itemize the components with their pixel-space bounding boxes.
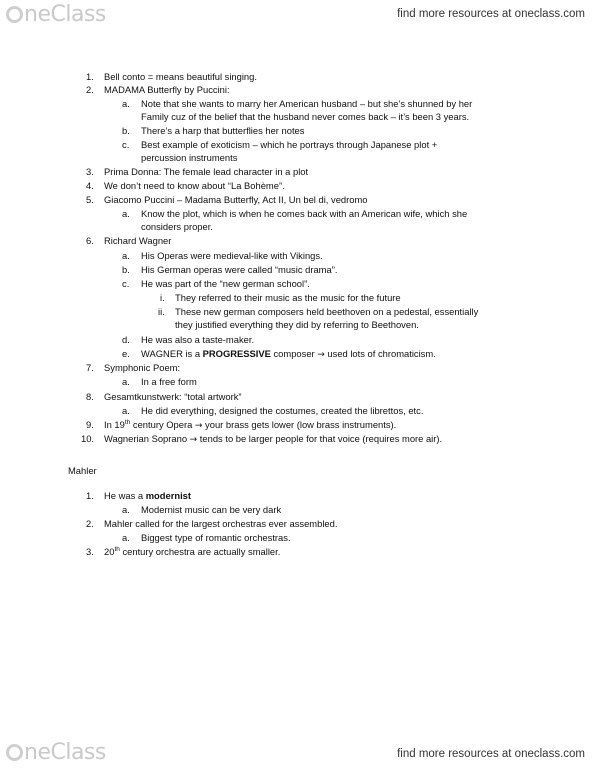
list-item: In a free form [141, 376, 197, 387]
list-letter: a. [122, 208, 130, 219]
superscript: th [114, 546, 120, 553]
list-item: These new german composers held beethoven on a pedestal, essentially [175, 306, 479, 317]
text-run: your brass gets lower (low brass instruments). [202, 419, 397, 430]
list-item: Symphonic Poem: [104, 362, 181, 373]
list-number: 7. [86, 362, 94, 373]
list-item-continued: they justified everything they did by referring to Beethoven. [175, 319, 419, 330]
list-number: 1. [86, 71, 94, 82]
list-item: There’s a harp that butterflies her notes [141, 125, 305, 136]
list-item: Giacomo Puccini – Madama Butterfly, Act II, Un bel di, vedromo [104, 194, 368, 205]
page-footer [0, 736, 595, 770]
list-number: 9. [86, 419, 94, 430]
list-item: His Operas were medieval-like with Vikings. [141, 250, 323, 261]
list-roman: i. [160, 292, 165, 303]
list-item: Gesamtkunstwerk: “total artwork” [104, 391, 242, 402]
list-letter: b. [122, 125, 130, 136]
bold-term: PROGRESSIVE [202, 348, 271, 359]
list-item [104, 490, 191, 503]
list-letter: d. [122, 334, 130, 345]
list-letter: a. [122, 376, 130, 387]
list-item [104, 546, 280, 559]
list-letter: a. [122, 532, 130, 543]
list-letter: a. [122, 504, 130, 515]
text-run: In 19 [104, 419, 125, 430]
list-item: His German operas were called “music drama”. [141, 264, 338, 275]
list-item: Prima Donna: The female lead character in a plot [104, 166, 309, 177]
resources-link[interactable]: find more resources at oneclass.com [397, 748, 585, 760]
logo-ring-icon [6, 744, 23, 761]
text-run: 20 [104, 546, 115, 557]
logo-text: neClass [24, 740, 106, 765]
right-arrow-icon: → [189, 435, 198, 445]
oneclass-logo[interactable] [6, 740, 106, 765]
right-arrow-icon: → [317, 350, 325, 360]
list-letter: b. [122, 264, 130, 275]
list-number: 5. [86, 194, 94, 205]
list-number: 3. [86, 166, 94, 177]
bold-term: modernist [145, 490, 192, 501]
list-number: 6. [86, 235, 94, 246]
text-run: Wagnerian Soprano [104, 433, 190, 444]
list-number: 1. [86, 490, 94, 501]
text-run: century orchestra are actually smaller. [119, 546, 281, 557]
list-item: Know the plot, which is when he comes back with an American wife, which she [141, 208, 468, 219]
list-item-continued: percussion instruments [141, 152, 238, 163]
list-number: 2. [86, 84, 94, 95]
list-roman: ii. [158, 306, 165, 317]
list-item [141, 348, 436, 362]
list-number: 2. [86, 518, 94, 529]
right-arrow-icon: → [194, 421, 203, 431]
text-run: century Opera [130, 419, 195, 430]
list-letter: a. [122, 98, 130, 109]
text-run: composer [270, 348, 318, 359]
list-item: Biggest type of romantic orchestras. [141, 532, 291, 543]
list-item: Best example of exoticism – which he portrays through Japanese plot + [141, 139, 438, 150]
list-item: They referred to their music as the music for the future [175, 292, 401, 303]
list-letter: c. [122, 139, 130, 150]
list-letter: a. [122, 405, 130, 416]
oneclass-logo[interactable] [6, 2, 106, 27]
list-item-continued: Family cuz of the belief that the husband never comes back – it’s been 3 years. [141, 111, 470, 122]
list-item: Note that she wants to marry her American husband – but she’s shunned by her [141, 98, 473, 109]
list-item: He did everything, designed the costumes, created the librettos, etc. [141, 405, 424, 416]
list-letter: a. [122, 250, 130, 261]
list-item: Richard Wagner [104, 235, 172, 246]
list-number: 4. [86, 180, 94, 191]
list-item: He was part of the “new german school”. [141, 278, 310, 289]
list-number: 8. [86, 391, 94, 402]
list-item: He was also a taste-maker. [141, 334, 255, 345]
list-item-continued: considers proper. [141, 221, 213, 232]
list-item: MADAMA Butterfly by Puccini: [104, 84, 230, 95]
list-letter: e. [122, 348, 130, 359]
list-item: Bell conto = means beautiful singing. [104, 71, 257, 82]
list-item [104, 419, 396, 433]
list-item [104, 433, 442, 447]
list-letter: c. [122, 278, 130, 289]
list-item: Mahler called for the largest orchestras ever assembled. [104, 518, 338, 529]
text-run: WAGNER is a [141, 348, 203, 359]
superscript: th [124, 419, 131, 426]
resources-link[interactable]: find more resources at oneclass.com [397, 8, 585, 20]
page-header [0, 0, 595, 30]
text-run: used lots of chromaticism. [324, 348, 436, 359]
text-run: tends to be larger people for that voice (requires more air). [197, 433, 443, 444]
list-number: 10. [81, 433, 95, 444]
section-heading: Mahler [68, 465, 97, 476]
list-item: Modernist music can be very dark [141, 504, 282, 515]
list-number: 3. [86, 546, 94, 557]
logo-ring-icon [6, 6, 23, 23]
text-run: He was a [104, 490, 146, 501]
list-item: We don’t need to know about “La Bohème”. [104, 180, 285, 191]
logo-text: neClass [24, 2, 106, 27]
